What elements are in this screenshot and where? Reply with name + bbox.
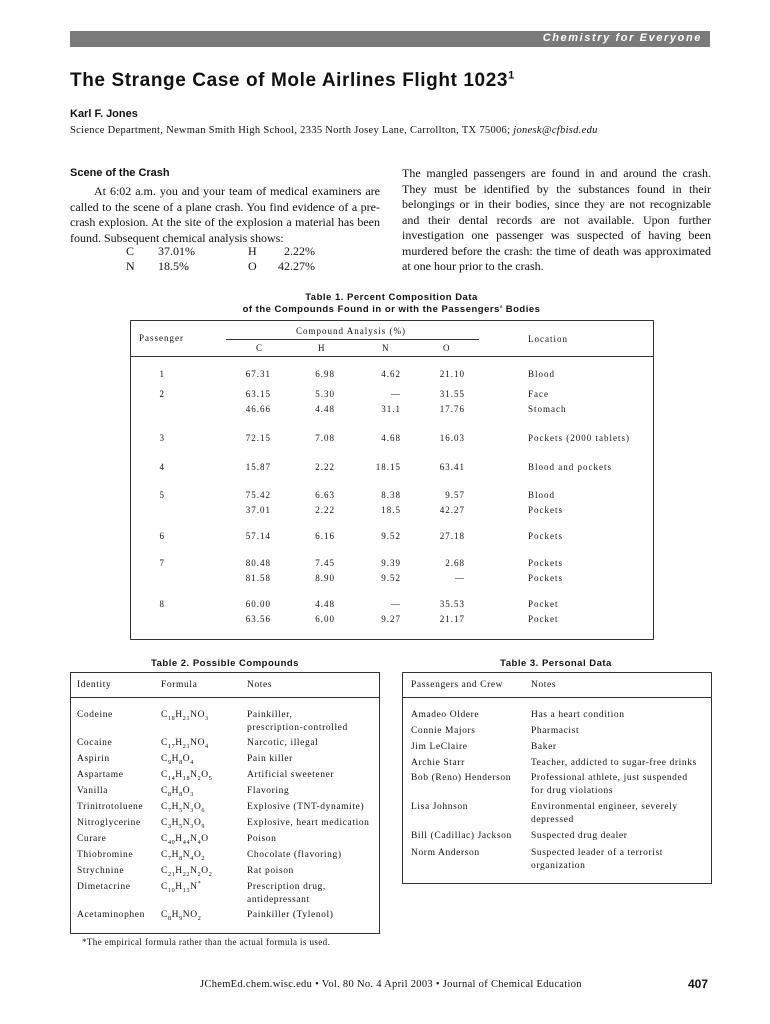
table1-cell-n: 4.62 xyxy=(381,369,401,379)
table2-cell-notes: Narcotic, illegal xyxy=(247,738,319,748)
table2-header-rule xyxy=(71,697,379,698)
table2-cell-identity: Aspirin xyxy=(77,754,110,764)
table1-cell-location: Pocket xyxy=(528,614,559,624)
table2-cell-notes: antidepressant xyxy=(247,895,310,905)
section-header-bar xyxy=(70,31,710,47)
table1-cell-h: 4.48 xyxy=(315,404,335,414)
table1-cell-h: 2.22 xyxy=(315,505,335,515)
section-heading: Scene of the Crash xyxy=(70,167,170,179)
table1-cell-o: 2.68 xyxy=(445,558,465,568)
table2-cell-identity: Nitroglycerine xyxy=(77,818,141,828)
table2-cell-identity: Strychnine xyxy=(77,866,125,876)
table1-cell-o: 42.27 xyxy=(439,505,465,515)
table3-cell-notes: depressed xyxy=(531,815,574,825)
author-affiliation: Science Department, Newman Smith High School, 2335 North Josey Lane, Carrollton, TX 75006; jonesk@cfbisd.edu xyxy=(70,125,598,136)
table2-cell-notes: Prescription drug, xyxy=(247,882,326,892)
table3-cell-notes: organization xyxy=(531,861,586,871)
table3-cell-person: Connie Majors xyxy=(411,726,476,736)
table1-header-rule xyxy=(226,339,479,340)
table1-cell-passenger: 5 xyxy=(159,490,165,500)
table1-cell-location: Pockets xyxy=(528,505,563,515)
scene-paragraph-left: At 6:02 a.m. you and your team of medical examiners are called to the scene of a plane crash. You find evidence of a pre-crash explosion. At the site of the explosion a material has been found. Subsequent chemical analysis shows: xyxy=(70,184,380,245)
table2-cell-notes: Painkiller, xyxy=(247,710,293,720)
table2-cell-formula: $C_{14}H_{18}N_2O_5$ xyxy=(161,770,213,782)
table2-cell-identity: Dimetacrine xyxy=(77,882,131,892)
table2-cell-notes: Artificial sweetener xyxy=(247,770,335,780)
table1-cell-o: 35.53 xyxy=(439,599,465,609)
table1-cell-h: 6.00 xyxy=(315,614,335,624)
table1-cell-passenger: 7 xyxy=(159,558,165,568)
table1-cell-n: 9.52 xyxy=(381,573,401,583)
table3-header-rule xyxy=(403,697,711,698)
table3-cell-person: Norm Anderson xyxy=(411,848,480,858)
table2-cell-identity: Acetaminophen xyxy=(77,910,145,920)
table3-cell-person: Amadeo Oldere xyxy=(411,710,480,720)
table2-header-formula: Formula xyxy=(161,680,198,690)
table1-cell-n: 8.38 xyxy=(381,490,401,500)
table2 xyxy=(70,672,380,934)
table1-cell-location: Blood xyxy=(528,369,556,379)
table2-cell-formula: $C_7H_5N_3O_6$ xyxy=(161,802,206,814)
table2-cell-formula: $C_{40}H_{44}N_4O$ xyxy=(161,834,209,846)
table1-cell-o: 21.10 xyxy=(439,369,465,379)
table1-cell-n: 9.39 xyxy=(381,558,401,568)
table1-cell-n: — xyxy=(391,599,401,609)
table3 xyxy=(402,672,712,884)
table1-cell-passenger: 8 xyxy=(159,599,165,609)
table1-cell-location: Stomach xyxy=(528,404,567,414)
table1-cell-h: 6.63 xyxy=(315,490,335,500)
table1-cell-location: Face xyxy=(528,389,549,399)
table1-cell-location: Pockets (2000 tablets) xyxy=(528,433,630,443)
table1-cell-n: 18.15 xyxy=(375,462,401,472)
table1-cell-c: 60.00 xyxy=(245,599,271,609)
table2-cell-identity: Aspartame xyxy=(77,770,124,780)
table1-cell-h: 8.90 xyxy=(315,573,335,583)
article-title: The Strange Case of Mole Airlines Flight 1023$^1$ xyxy=(70,69,515,91)
table1-cell-passenger: 2 xyxy=(159,389,165,399)
table1-cell-n: 31.1 xyxy=(381,404,401,414)
table1-caption: Table 1. Percent Composition Data of the Compounds Found in or with the Passengers' Bodies xyxy=(242,292,541,315)
table1-cell-c: 37.01 xyxy=(245,505,271,515)
table1-cell-location: Blood xyxy=(528,490,556,500)
table3-cell-notes: Suspected drug dealer xyxy=(531,831,628,841)
author-email[interactable]: jonesk@cfbisd.edu xyxy=(513,125,598,136)
composition-value: 37.01% xyxy=(158,244,195,258)
table1-cell-o: 16.03 xyxy=(439,433,465,443)
table2-cell-notes: Pain killer xyxy=(247,754,293,764)
table2-cell-formula: $C_3H_5N_3O_9$ xyxy=(161,818,206,830)
table1-cell-h: 5.30 xyxy=(315,389,335,399)
table3-cell-notes: Baker xyxy=(531,742,557,752)
table2-caption: Table 2. Possible Compounds xyxy=(151,658,299,669)
section-label: Chemistry for Everyone xyxy=(542,32,702,44)
table1-cell-passenger: 3 xyxy=(159,433,165,443)
table2-cell-notes: Painkiller (Tylenol) xyxy=(247,910,334,920)
table1-cell-h: 7.08 xyxy=(315,433,335,443)
table2-header-notes: Notes xyxy=(247,680,273,690)
table2-cell-formula: $C_{17}H_{21}NO_4$ xyxy=(161,738,209,750)
table2-cell-notes: Explosive (TNT-dynamite) xyxy=(247,802,365,812)
table1-cell-c: 46.66 xyxy=(245,404,271,414)
table1-cell-location: Pockets xyxy=(528,558,563,568)
table2-cell-identity: Thiobromine xyxy=(77,850,134,860)
table1-cell-location: Pockets xyxy=(528,531,563,541)
table1-header-bottom-rule xyxy=(131,356,653,357)
table2-cell-identity: Codeine xyxy=(77,710,113,720)
table1-cell-passenger: 1 xyxy=(159,369,165,379)
table3-cell-notes: Has a heart condition xyxy=(531,710,625,720)
table2-cell-notes: Explosive, heart medication xyxy=(247,818,370,828)
table1-cell-c: 63.15 xyxy=(245,389,271,399)
table2-cell-identity: Trinitrotoluene xyxy=(77,802,144,812)
table1-cell-o: 21.17 xyxy=(439,614,465,624)
table2-cell-formula: $C_{18}H_{21}NO_3$ xyxy=(161,710,209,722)
table1-cell-o: — xyxy=(455,573,465,583)
table1-cell-h: 6.98 xyxy=(315,369,335,379)
table2-cell-formula: $C_9H_8O_4$ xyxy=(161,754,194,766)
table2-cell-notes: Flavoring xyxy=(247,786,290,796)
title-footnote-marker: 1 xyxy=(508,69,515,82)
table3-cell-notes: Environmental engineer, severely xyxy=(531,802,678,812)
table3-cell-person: Bob (Reno) Henderson xyxy=(411,773,512,783)
table2-cell-formula: $C_{21}H_{22}N_2O_2$ xyxy=(161,866,213,878)
table2-cell-formula: $C_7H_8N_4O_2$ xyxy=(161,850,206,862)
table2-cell-notes: Poison xyxy=(247,834,277,844)
table1-cell-h: 4.48 xyxy=(315,599,335,609)
composition-element: H xyxy=(248,244,257,258)
table3-cell-notes: Teacher, addicted to sugar-free drinks xyxy=(531,758,697,768)
table1-header-analysis: Compound Analysis (%) xyxy=(296,326,406,336)
table2-cell-notes: Rat poison xyxy=(247,866,294,876)
table1-cell-c: 81.58 xyxy=(245,573,271,583)
table1-cell-o: 17.76 xyxy=(439,404,465,414)
table1-cell-passenger: 4 xyxy=(159,462,165,472)
table2-cell-formula: $C_8H_9NO_2$ xyxy=(161,910,202,922)
table1-cell-h: 7.45 xyxy=(315,558,335,568)
table3-header-notes: Notes xyxy=(531,680,557,690)
composition-element: C xyxy=(126,244,135,258)
author-name: Karl F. Jones xyxy=(70,108,138,120)
table3-cell-notes: Pharmacist xyxy=(531,726,580,736)
table3-header-person: Passengers and Crew xyxy=(411,680,504,690)
composition-value: 18.5% xyxy=(158,259,189,273)
composition-value: 2.22% xyxy=(284,244,315,258)
table3-cell-notes: Professional athlete, just suspended xyxy=(531,773,688,783)
table1-cell-c: 67.31 xyxy=(245,369,271,379)
table2-footnote: *The empirical formula rather than the actual formula is used. xyxy=(82,937,331,947)
table1-cell-c: 72.15 xyxy=(245,433,271,443)
table2-cell-formula: $C_8H_8O_3$ xyxy=(161,786,194,798)
table1-cell-c: 15.87 xyxy=(245,462,271,472)
table1-cell-o: 63.41 xyxy=(439,462,465,472)
table1-header-o: O xyxy=(443,343,451,353)
composition-value: 42.27% xyxy=(278,259,315,273)
table1-header-h: H xyxy=(318,343,326,353)
table1-cell-o: 9.57 xyxy=(445,490,465,500)
composition-element: O xyxy=(248,259,257,273)
table3-cell-person: Lisa Johnson xyxy=(411,802,469,812)
table1-cell-o: 27.18 xyxy=(439,531,465,541)
table1-cell-n: 18.5 xyxy=(381,505,401,515)
table3-cell-notes: Suspected leader of a terrorist xyxy=(531,848,664,858)
table1-cell-n: 9.52 xyxy=(381,531,401,541)
table1-header-c: C xyxy=(256,343,264,353)
table1-cell-location: Blood and pockets xyxy=(528,462,612,472)
table3-cell-person: Archie Starr xyxy=(411,758,465,768)
table3-cell-person: Jim LeClaire xyxy=(411,742,468,752)
table1-cell-n: 9.27 xyxy=(381,614,401,624)
table1-cell-c: 57.14 xyxy=(245,531,271,541)
table1-cell-passenger: 6 xyxy=(159,531,165,541)
table3-cell-notes: for drug violations xyxy=(531,786,614,796)
table1-header-passenger: Passenger xyxy=(139,333,184,343)
table1-cell-n: — xyxy=(391,389,401,399)
table1-cell-location: Pocket xyxy=(528,599,559,609)
table2-cell-identity: Curare xyxy=(77,834,107,844)
journal-citation: JChemEd.chem.wisc.edu • Vol. 80 No. 4 April 2003 • Journal of Chemical Education xyxy=(200,979,582,990)
table3-cell-person: Bill (Cadillac) Jackson xyxy=(411,831,512,841)
table2-cell-formula: $C_{10}H_{13}N^*$ xyxy=(161,880,202,894)
table1-header-location: Location xyxy=(528,334,568,344)
table1-cell-c: 80.48 xyxy=(245,558,271,568)
table1-cell-h: 2.22 xyxy=(315,462,335,472)
table1-cell-c: 75.42 xyxy=(245,490,271,500)
table2-cell-identity: Cocaine xyxy=(77,738,113,748)
table1-cell-location: Pockets xyxy=(528,573,563,583)
composition-element: N xyxy=(126,259,135,273)
scene-paragraph-right: The mangled passengers are found in and around the crash. They must be identified by the substances found in their belongings or in their bodies, since they are not recognizable and their dental records are not available. Upon further investigation one passenger was suspected of having been murdered before the crash: the time of death was approximated at one hour prior to the crash. xyxy=(402,166,711,273)
table2-cell-notes: prescription-controlled xyxy=(247,723,348,733)
table1-header-n: N xyxy=(382,343,390,353)
table2-cell-identity: Vanilla xyxy=(77,786,109,796)
page-number: 407 xyxy=(688,977,709,991)
table2-header-identity: Identity xyxy=(77,680,112,690)
table3-caption: Table 3. Personal Data xyxy=(500,658,612,669)
table2-cell-notes: Chocolate (flavoring) xyxy=(247,850,342,860)
table1-cell-n: 4.68 xyxy=(381,433,401,443)
table1-cell-h: 6.16 xyxy=(315,531,335,541)
table1-cell-c: 63.56 xyxy=(245,614,271,624)
table1-cell-o: 31.55 xyxy=(439,389,465,399)
table1 xyxy=(130,320,654,640)
